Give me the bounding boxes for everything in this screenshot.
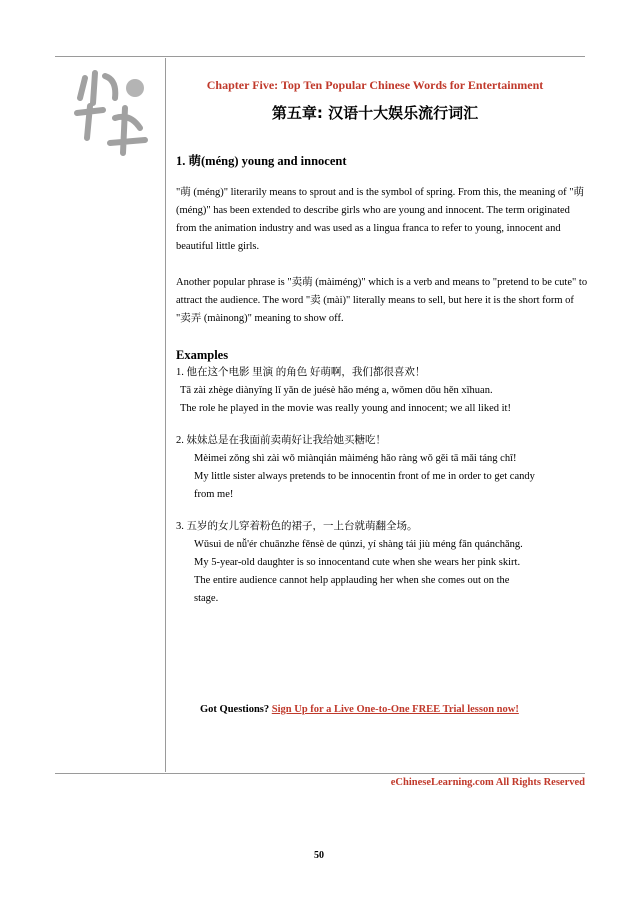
- example-chinese: 2. 妹妹总是在我面前卖萌好让我给她买糖吃！: [176, 435, 386, 446]
- left-vertical-rule: [165, 58, 166, 772]
- page-number: 50: [314, 850, 324, 861]
- example-translation: The entire audience cannot help applauding her when she comes out on the: [194, 575, 510, 586]
- example-translation: stage.: [194, 593, 219, 604]
- cta-line: [200, 704, 519, 715]
- copyright-notice: eChineseLearning.com All Rights Reserved: [390, 777, 585, 788]
- example-chinese: 1. 他在这个电影 里演 的角色 好萌啊，我们都很喜欢！: [176, 367, 426, 378]
- cta-prefix: Got Questions?: [200, 704, 272, 715]
- calligraphy-logo-icon: [55, 58, 165, 168]
- example-translation: from me!: [194, 489, 234, 500]
- chapter-title-english: Chapter Five: Top Ten Popular Chinese Words for Entertainment: [206, 78, 544, 92]
- example-translation: The role he played in the movie was really young and innocent; we all liked it!: [180, 403, 511, 414]
- example-item: [176, 518, 590, 608]
- paragraph: "萌 (méng)" literarily means to sprout and is the symbol of spring. From this, the meaning of "萌 (méng)" has been extended to describe girls who are young and innocent. The term originated from the animation industry and was used as a lingua franca to refer to young, innocent and beautiful little girls.: [176, 187, 585, 252]
- example-pinyin: Tā zài zhège diànyǐng lǐ yǎn de juésè hǎo méng a, wǒmen dōu hěn xǐhuan.: [180, 385, 493, 396]
- bottom-rule: [55, 773, 585, 774]
- main-content: [176, 152, 590, 622]
- example-translation: My little sister always pretends to be innocentin front of me in order to get candy: [194, 471, 535, 482]
- examples-title: Examples: [176, 348, 229, 362]
- example-chinese: 3. 五岁的女儿穿着粉色的裙子，一上台就萌翻全场。: [176, 521, 418, 532]
- example-item: [176, 364, 590, 418]
- chapter-title-chinese: 第五章: 汉语十大娱乐流行词汇: [271, 104, 479, 122]
- example-pinyin: Wǔsuì de nǚ'ér chuānzhe fěnsè de qúnzi, yí shàng tái jiù méng fān quánchǎng.: [194, 539, 523, 550]
- example-translation: My 5-year-old daughter is so innocentand cute when she wears her pink skirt.: [194, 557, 521, 568]
- example-item: [176, 432, 590, 504]
- top-rule: [55, 56, 585, 57]
- example-pinyin: Mèimei zǒng shì zài wǒ miànqián màiméng hǎo ràng wǒ gěi tā mǎi táng chī!: [194, 453, 517, 464]
- paragraph: Another popular phrase is "卖萌 (màiméng)" which is a verb and means to "pretend to be cute" to attract the audience. The word "卖 (mài)" literally means to sell, but here it is the short form of "卖弄 (màinong)" meaning to show off.: [176, 277, 588, 324]
- section-heading: 1. 萌(méng) young and innocent: [176, 154, 347, 168]
- trial-signup-link[interactable]: Sign Up for a Live One-to-One FREE Trial lesson now!: [271, 704, 519, 715]
